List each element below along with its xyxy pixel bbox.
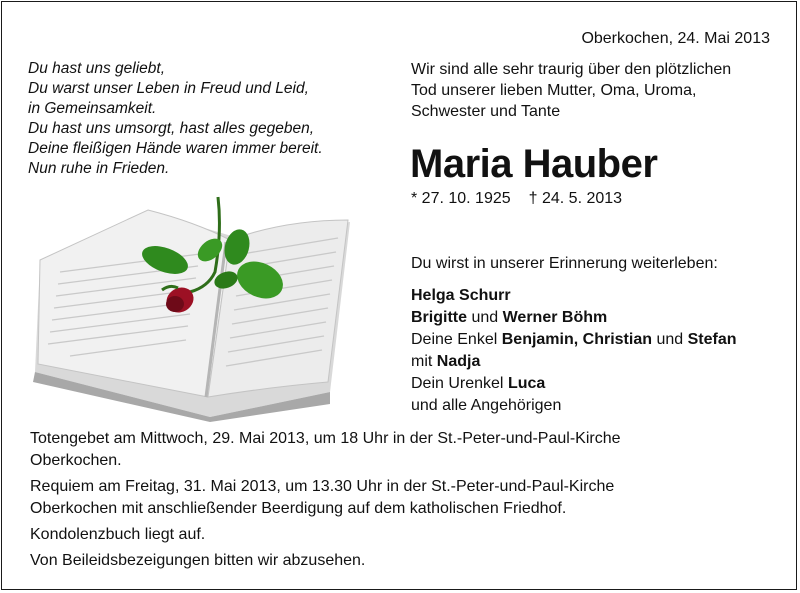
announcement-line: Tod unserer lieben Mutter, Oma, Uroma, [411, 82, 697, 99]
family-name: Helga Schurr [411, 287, 511, 304]
announcement-line: Schwester und Tante [411, 103, 561, 120]
poem-line: Deine fleißigen Hände waren immer bereit. [28, 140, 323, 157]
request-notice [30, 550, 775, 572]
family-line [411, 329, 737, 351]
prayer-notice [30, 428, 775, 472]
poem-line: Du hast uns geliebt, [28, 60, 166, 77]
family-name: Brigitte [411, 309, 467, 326]
family-list [411, 285, 737, 417]
life-dates [411, 190, 622, 208]
condolence-notice [30, 524, 775, 546]
notice-line: Oberkochen. [30, 452, 122, 469]
conjunction: und [656, 331, 684, 348]
announcement [411, 59, 776, 122]
poem [28, 59, 323, 179]
requiem-notice [30, 476, 775, 520]
family-name: Werner Böhm [502, 309, 608, 326]
family-name: Luca [507, 375, 546, 392]
notice-line: Oberkochen mit anschließender Beerdigung auf dem katholischen Friedhof. [30, 500, 567, 517]
notice-line: Kondolenzbuch liegt auf. [30, 526, 206, 543]
relation-label: mit [411, 353, 433, 370]
announcement-line: Wir sind alle sehr traurig über den plötzlichen [411, 61, 732, 78]
family-line [411, 285, 737, 307]
relation-label: Dein Urenkel [411, 375, 504, 392]
poem-line: Nun ruhe in Frieden. [28, 160, 170, 177]
family-line [411, 307, 737, 329]
poem-line: Du hast uns umsorgt, hast alles gegeben, [28, 120, 315, 137]
death-date: † 24. 5. 2013 [528, 190, 623, 207]
notice-line: Requiem am Freitag, 31. Mai 2013, um 13.30 Uhr in der St.-Peter-und-Paul-Kirche [30, 478, 615, 495]
birth-date: * 27. 10. 1925 [411, 190, 511, 207]
notice-line: Totengebet am Mittwoch, 29. Mai 2013, um 18 Uhr in der St.-Peter-und-Paul-Kirche [30, 430, 621, 447]
place-and-date: Oberkochen, 24. Mai 2013 [581, 30, 770, 47]
family-name: Nadja [436, 353, 481, 370]
deceased-name: Maria Hauber [410, 142, 658, 186]
memory-line: Du wirst in unserer Erinnerung weiterleben: [411, 255, 718, 272]
notice-line: Von Beileidsbezeigungen bitten wir abzusehen. [30, 552, 366, 569]
family-line: und alle Angehörigen [411, 397, 562, 414]
poem-line: Du warst unser Leben in Freud und Leid, [28, 80, 309, 97]
poem-line: in Gemeinsamkeit. [28, 100, 157, 117]
conjunction: und [471, 309, 499, 326]
open-book-with-rose-image [30, 192, 360, 422]
service-notices [30, 428, 775, 576]
family-name: Benjamin, Christian [501, 331, 652, 348]
family-line [411, 373, 737, 395]
family-name: Stefan [687, 331, 737, 348]
relation-label: Deine Enkel [411, 331, 498, 348]
family-line [411, 351, 737, 373]
